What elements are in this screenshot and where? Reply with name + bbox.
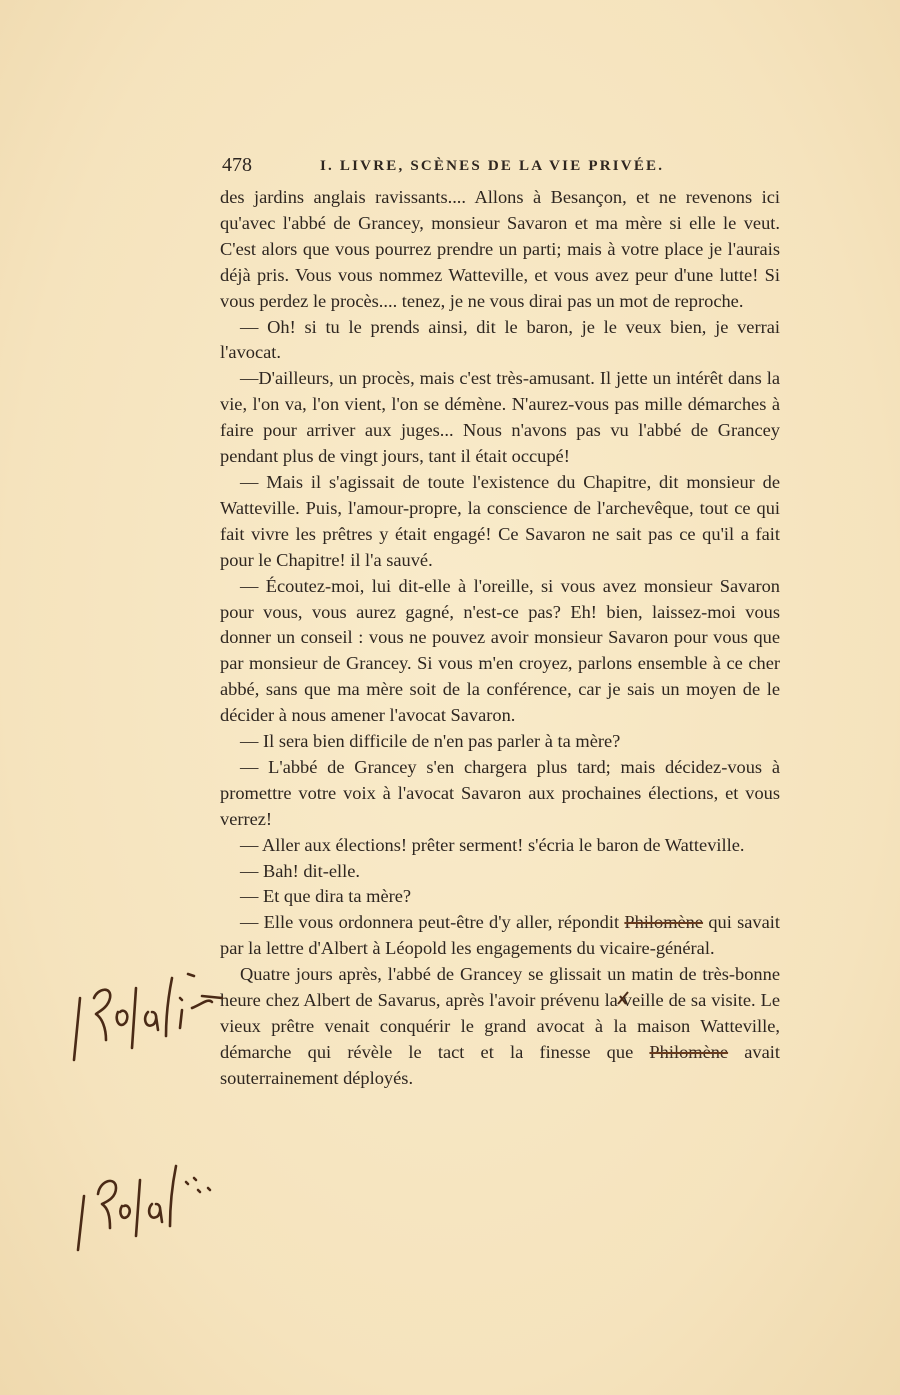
struck-name: Philomène xyxy=(624,912,704,933)
paragraph-text: — Oh! si tu le prends ainsi, dit le baron, je le veux bien, je verrai l'avocat. xyxy=(220,316,780,363)
correction-mark-1 xyxy=(600,978,640,1008)
paragraph xyxy=(220,574,780,729)
paragraph xyxy=(220,366,780,470)
margin-annotation-1 xyxy=(62,968,242,1068)
running-head: I. LIVRE, SCÈNES DE LA VIE PRIVÉE. xyxy=(320,158,665,174)
paragraph xyxy=(220,185,780,315)
margin-annotation-2 xyxy=(68,1150,228,1260)
handwriting-rosalie-1 xyxy=(62,968,242,1068)
paragraph-text: — Elle vous ordonnera peut-être d'y aller, répondit xyxy=(240,912,625,933)
paragraph xyxy=(220,470,780,574)
page-number: 478 xyxy=(222,154,252,176)
paragraph xyxy=(220,910,780,962)
paragraph-text: — Il sera bien difficile de n'en pas parler à ta mère? xyxy=(240,731,621,752)
paragraph xyxy=(220,884,780,910)
paragraph-text: des jardins anglais ravissants.... Allons à Besançon, et ne revenons ici qu'avec l'abbé de Grancey, monsieur Savaron et ma mère si elle le veut. C'est alors que vous pourrez prendre un parti; mais à votre place je l'aurais déjà pris. Vous vous nommez Watteville, et vous avez peur d'une lutte! Si vous perdez le procès.... tenez, je ne vous dirai pas un mot de reproche. xyxy=(220,187,780,311)
handwriting-rosalie-2 xyxy=(68,1150,228,1260)
paragraph-text: — Mais il s'agissait de toute l'existence du Chapitre, dit monsieur de Watteville. Puis, l'amour-propre, la conscience de l'archevêque, tout ce qui fait vivre les prêtres y était engagé! Ce Savaron ne sait pas ce qu'il a fait pour le Chapitre! il l'a sauvé. xyxy=(220,471,780,570)
page-header xyxy=(222,152,782,186)
paragraph-text: qui savait par la lettre d'Albert à Léopold les engagements du vicaire-général. xyxy=(220,912,780,959)
paragraph-text: — L'abbé de Grancey s'en chargera plus tard; mais décidez-vous à promettre votre voix à l'avocat Savaron aux prochaines élections, et vous verrez! xyxy=(220,756,780,829)
paragraph xyxy=(220,962,780,1092)
struck-name: Philomène xyxy=(649,1041,729,1062)
paragraph xyxy=(220,755,780,833)
paragraph-text: —D'ailleurs, un procès, mais c'est très-amusant. Il jette un intérêt dans la vie, l'on va, l'on vient, l'on se démène. N'aurez-vous pas mille démarches à faire pour arriver aux juges... Nous n'avons pas vu l'abbé de Grancey pendant plus de vingt jours, tant il était occupé! xyxy=(220,368,780,467)
paragraph xyxy=(220,729,780,755)
paragraph-text: avait souterrainement déployés. xyxy=(220,1041,781,1088)
paragraph xyxy=(220,315,780,367)
body-text xyxy=(220,185,780,1092)
paragraph-text: Quatre jours après, l'abbé de Grancey se glissait un matin de très-bonne heure chez Albert de Savarus, après l'avoir prévenu la veille de sa visite. Le vieux prêtre venait conquérir le grand avocat à la maison Watteville, démarche qui révèle le tact et la finesse que xyxy=(220,964,780,1062)
paragraph-text: — Et que dira ta mère? xyxy=(240,886,412,907)
paragraph xyxy=(220,833,780,859)
paragraph-text: — Écoutez-moi, lui dit-elle à l'oreille, si vous avez monsieur Savaron pour vous, vous aurez gagné, n'est-ce pas? Eh! bien, laissez-moi vous donner un conseil : vous ne pouvez avoir monsieur Savaron pour vous que par monsieur de Grancey. Si vous m'en croyez, parlons ensemble à ce cher abbé, sans que ma mère soit de la conférence, car je sais un moyen de le décider à nous amener l'avocat Savaron. xyxy=(220,575,780,726)
paragraph-text: — Bah! dit-elle. xyxy=(240,860,361,881)
paragraph xyxy=(220,859,780,885)
paragraph-text: — Aller aux élections! prêter serment! s'écria le baron de Watteville. xyxy=(240,834,745,855)
